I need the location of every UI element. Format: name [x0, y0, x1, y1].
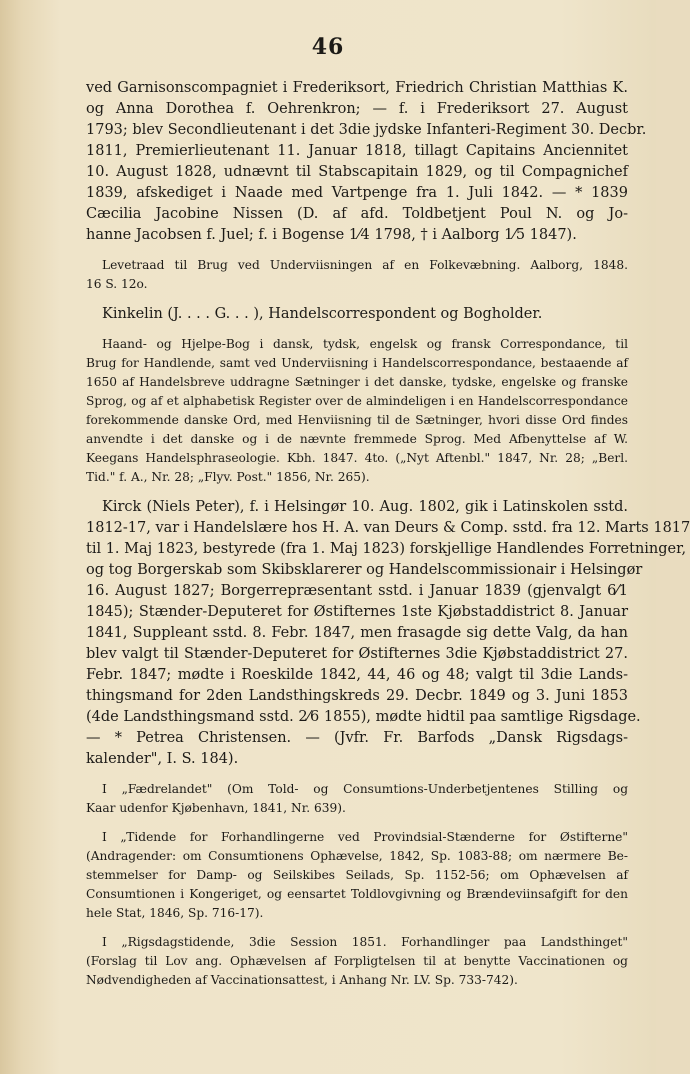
- text-line: og tog Borgerskab som Skibsklarerer og Handelscommissionair i Helsingør: [86, 562, 643, 578]
- text-line: Keegans Handelsphraseologie. Kbh. 1847. 4to. („Nyt Aftenbl." 1847, Nr. 28; „Berl.: [86, 451, 628, 465]
- text-line: Febr. 1847; mødte i Roeskilde 1842, 44, 46 og 48; valgt til 3die Lands-: [86, 667, 628, 683]
- paragraph-gap: [86, 294, 628, 304]
- text-line: 1811, Premierlieutenant 11. Januar 1818, tillagt Capitains Anciennitet: [86, 143, 628, 159]
- text-line: stemmelser for Damp- og Seilskibes Seilads, Sp. 1152-56; om Ophævelsen af: [86, 868, 628, 882]
- kirck-work-1-paragraph: [86, 780, 628, 818]
- text-line: hanne Jacobsen f. Juel; f. i Bogense 1⁄4 1798, † i Aalborg 1⁄5 1847).: [86, 227, 577, 243]
- text-line: I „Rigsdagstidende, 3die Session 1851. Forhandlinger paa Landsthinget": [102, 935, 628, 949]
- text-line: 1650 af Handelsbreve uddragne Sætninger i det danske, tydske, engelske og franske: [86, 375, 628, 389]
- text-line: thingsmand for 2den Landsthingskreds 29. Decbr. 1849 og 3. Juni 1853: [86, 688, 628, 704]
- kinkelin-heading-paragraph: [86, 304, 628, 325]
- text-line: 16. August 1827; Borgerrepræsentant sstd. i Januar 1839 (gjenvalgt 6⁄1: [86, 583, 628, 599]
- text-line: Haand- og Hjelpe-Bog i dansk, tydsk, engelsk og fransk Correspondance, til: [102, 337, 628, 351]
- mathias-bio-paragraph: [86, 78, 647, 246]
- text-line: til 1. Maj 1823, bestyrede (fra 1. Maj 1823) forskjellige Handlendes Forretninger,: [86, 541, 687, 557]
- text-line: 10. August 1828, udnævnt til Stabscapitain 1829, og til Compagnichef: [86, 164, 628, 180]
- text-line: (Andragender: om Consumtionens Ophævelse, 1842, Sp. 1083-88; om nærmere Be-: [86, 849, 628, 863]
- text-line: Consumtionen i Kongeriget, og eensartet Toldlovgivning og Brændeviinsafgift for den: [86, 887, 628, 901]
- text-line: kalender", I. S. 184).: [86, 751, 239, 767]
- text-line: 1841, Suppleant sstd. 8. Febr. 1847, men frasagde sig dette Valg, da han: [86, 625, 628, 641]
- text-line: 16 S. 12o.: [86, 277, 148, 291]
- text-body: [86, 78, 690, 1000]
- text-line: (4de Landsthingsmand sstd. 2⁄6 1855), mødte hidtil paa samtlige Rigsdage.: [86, 709, 641, 725]
- text-line: blev valgt til Stænder-Deputeret for Østifternes 3die Kjøbstaddistrict 27.: [86, 646, 628, 662]
- page-number: 46: [311, 34, 345, 60]
- text-line: forekommende danske Ord, med Henviisning til de Sætninger, hvori disse Ord findes: [86, 413, 628, 427]
- paragraph-gap: [86, 246, 628, 256]
- text-line: I „Tidende for Forhandlingerne ved Provindsial-Stænderne for Østifterne": [102, 830, 628, 844]
- text-line: anvendte i det danske og i de nævnte fremmede Sprog. Med Afbenyttelse af W.: [86, 432, 628, 446]
- kirck-work-2-paragraph: [86, 828, 628, 923]
- text-line: 1845); Stænder-Deputeret for Østifternes 1ste Kjøbstaddistrict 8. Januar: [86, 604, 628, 620]
- paragraph-gap: [86, 923, 628, 933]
- text-line: Cæcilia Jacobine Nissen (D. af afd. Toldbetjent Poul N. og Jo-: [86, 206, 628, 222]
- text-line: og Anna Dorothea f. Oehrenkron; — f. i Frederiksort 27. August: [86, 101, 628, 117]
- kirck-work-3-paragraph: [86, 933, 628, 990]
- text-line: ved Garnisonscompagniet i Frederiksort, Friedrich Christian Matthias K.: [86, 80, 628, 96]
- text-line: Nødvendigheden af Vaccinationsattest, i Anhang Nr. LV. Sp. 733-742).: [86, 973, 518, 987]
- text-line: Sprog, og af et alphabetisk Register over de almindeligen i en Handelscorrespondance: [86, 394, 628, 408]
- text-line: Kaar udenfor Kjøbenhavn, 1841, Nr. 639).: [86, 801, 346, 815]
- text-line: Tid." f. A., Nr. 28; „Flyv. Post." 1856, Nr. 265).: [86, 470, 370, 484]
- paragraph-gap: [86, 990, 628, 1000]
- kirck-bio-paragraph: [86, 497, 690, 770]
- mathias-works-paragraph: [86, 256, 628, 294]
- text-line: — * Petrea Christensen. — (Jvfr. Fr. Barfods „Dansk Rigsdags-: [86, 730, 628, 746]
- text-line: 1793; blev Secondlieutenant i det 3die jydske Infanteri-Regiment 30. Decbr.: [86, 122, 647, 138]
- text-line: Brug for Handlende, samt ved Underviisning i Handelscorrespondance, bestaaende af: [86, 356, 628, 370]
- paragraph-gap: [86, 770, 628, 780]
- text-line: I „Fædrelandet" (Om Told- og Consumtions-Underbetjentenes Stilling og: [102, 782, 628, 796]
- text-line: 1812-17, var i Handelslære hos H. A. van Deurs & Comp. sstd. fra 12. Marts 1817: [86, 520, 690, 536]
- kinkelin-works-paragraph: [86, 335, 628, 487]
- paragraph-gap: [86, 487, 628, 497]
- text-line: (Forslag til Lov ang. Ophævelsen af Forpligtelsen til at benytte Vaccinationen og: [86, 954, 628, 968]
- paragraph-gap: [86, 818, 628, 828]
- text-line: Kirck (Niels Peter), f. i Helsingør 10. Aug. 1802, gik i Latinskolen sstd.: [102, 499, 628, 515]
- text-line: Kinkelin (J. . . . G. . . ), Handelscorrespondent og Bogholder.: [102, 306, 543, 322]
- text-line: hele Stat, 1846, Sp. 716-17).: [86, 906, 264, 920]
- text-line: 1839, afskediget i Naade med Vartpenge fra 1. Juli 1842. — * 1839: [86, 185, 628, 201]
- text-line: Levetraad til Brug ved Underviisningen af en Folkevæbning. Aalborg, 1848.: [102, 258, 628, 272]
- paragraph-gap: [86, 325, 628, 335]
